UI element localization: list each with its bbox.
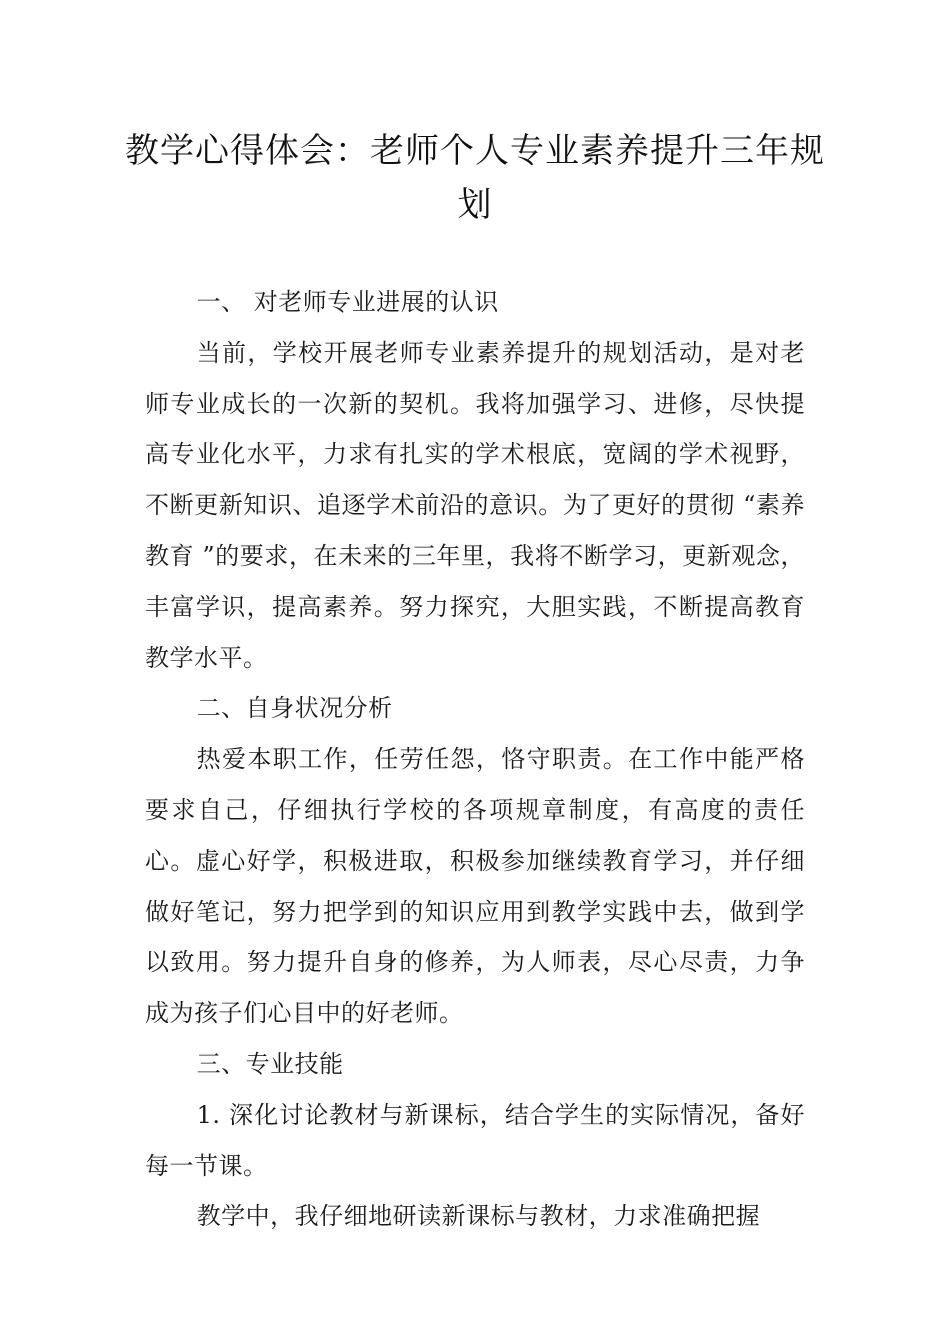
paragraph-2: 热爱本职工作，任劳任怨，恪守职责。在工作中能严格要求自己，仔细执行学校的各项规章制度，有高度的责任心。虚心好学，积极进取，积极参加继续教育学习，并仔细做好笔记，努力把学到的知识应用到教学实践中去，做到学以致用。努力提升自身的修养，为人师表，尽心尽责，力争成为孩子们心目中的好老师。 <box>145 745 805 1028</box>
list-item-1: 1. 深化讨论教材与新课标，结合学生的实际情况，备好每一节课。 <box>145 1100 805 1180</box>
section-heading-1: 一、 对老师专业进展的认识 <box>196 288 499 316</box>
document-title: 教学心得体会：老师个人专业素养提升三年规划 <box>125 131 825 225</box>
section-heading-3: 三、专业技能 <box>196 1049 344 1078</box>
section-heading-2: 二、自身状况分析 <box>196 694 393 723</box>
document-body <box>145 277 805 1242</box>
paragraph-1: 当前，学校开展老师专业素养提升的规划活动，是对老师专业成长的一次新的契机。我将加强学习、进修，尽快提高专业化水平，力求有扎实的学术根底，宽阔的学术视野，不断更新知识、追逐学术前沿的意识。为了更好的贯彻 “素养教育 ”的要求，在未来的三年里，我将不断学习，更新观念，丰富学识，提高素养。努力探究，大胆实践，不断提高教育教学水平。 <box>145 338 805 672</box>
paragraph-3: 教学中，我仔细地研读新课标与教材，力求准确把握 <box>196 1202 761 1231</box>
